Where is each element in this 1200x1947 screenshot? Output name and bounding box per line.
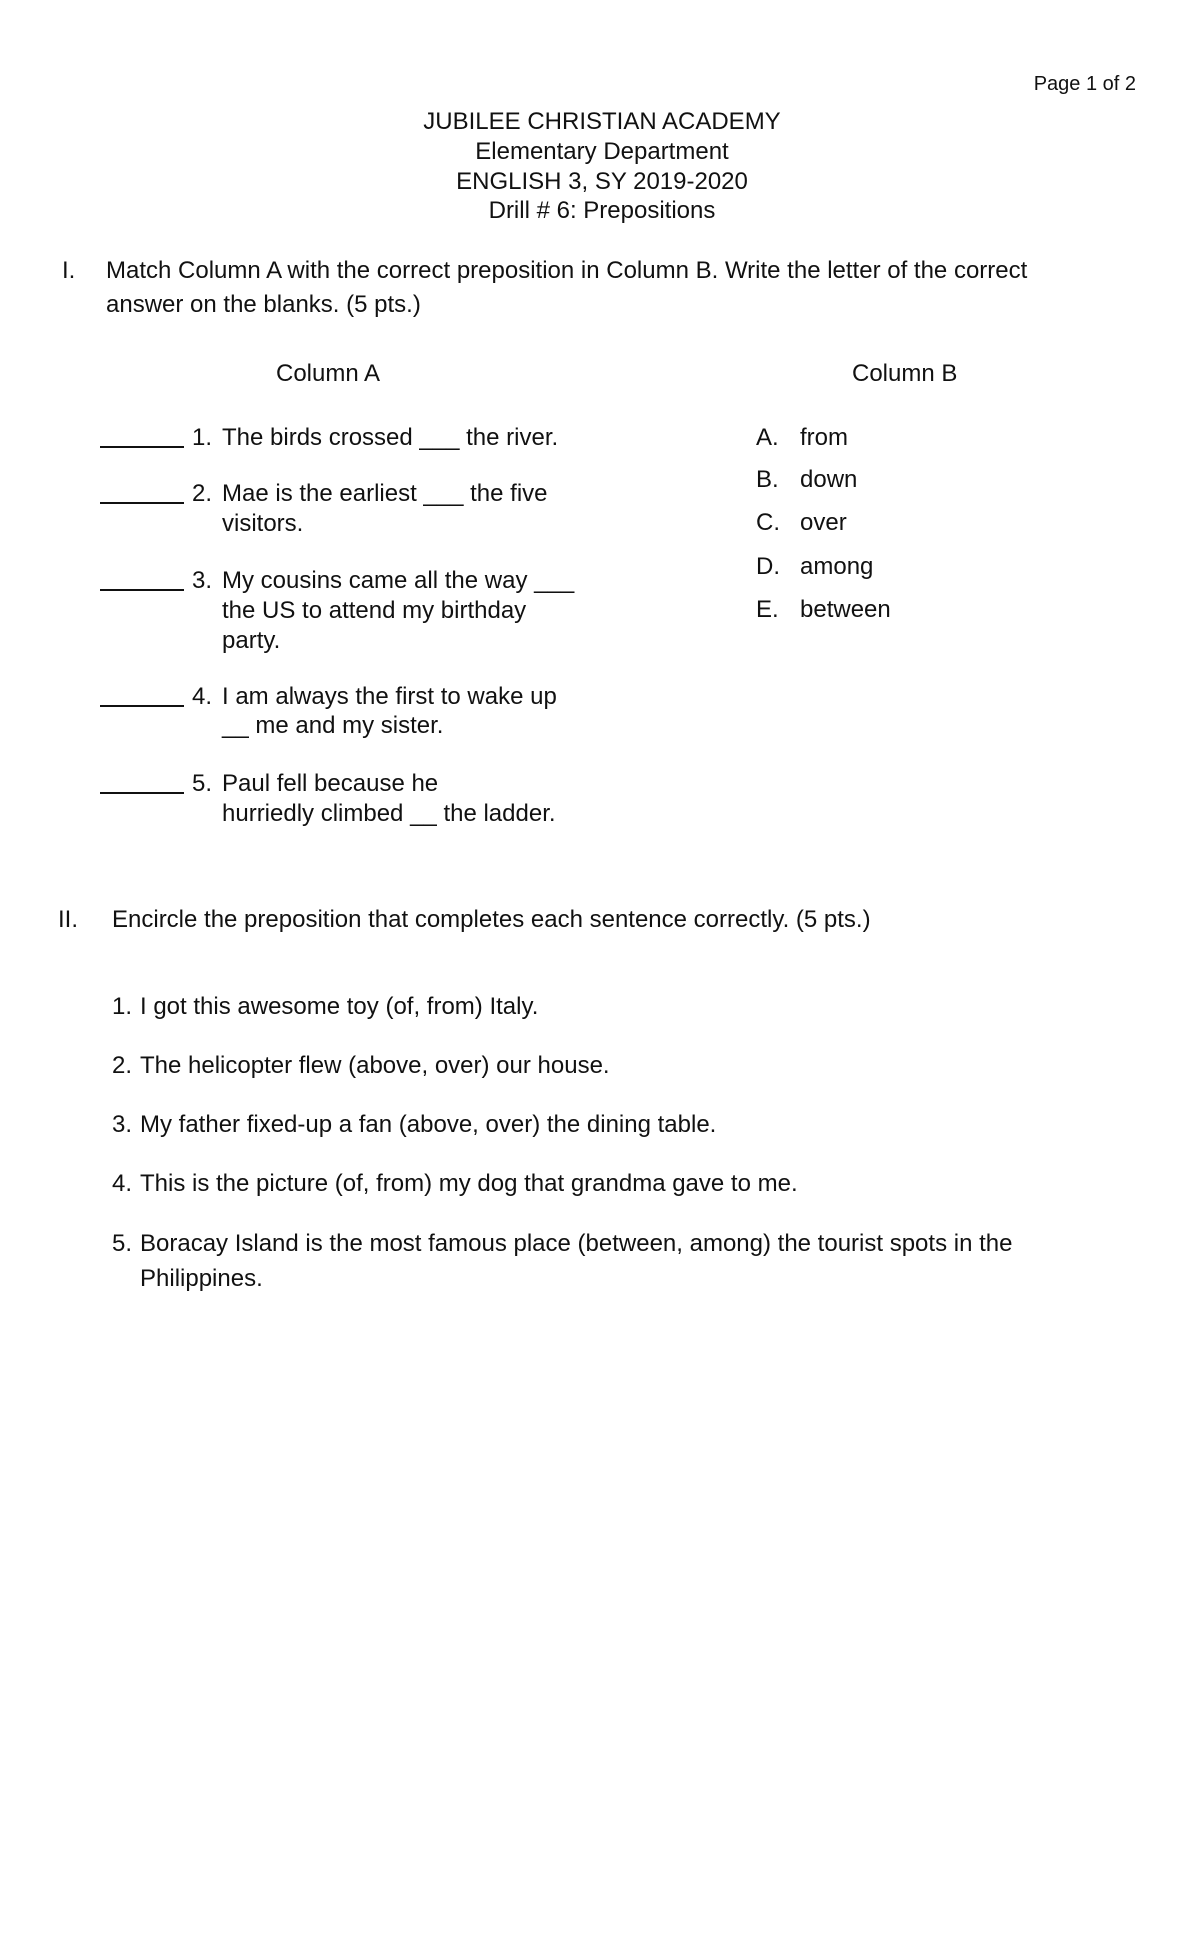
item-text: the US to attend my birthday <box>222 597 527 624</box>
column-b-item <box>756 553 873 582</box>
item-number: 3. <box>112 1111 133 1138</box>
item-number: 4. <box>192 683 213 710</box>
item-number: 1. <box>192 424 213 451</box>
sentence-text: I got this awesome toy (of, from) Italy. <box>140 993 539 1020</box>
section2-numeral: II. <box>58 906 79 933</box>
column-b-item <box>756 466 857 495</box>
choice-letter: C. <box>756 509 780 536</box>
item-number: 2. <box>192 480 213 507</box>
sentence-item <box>112 993 538 1022</box>
item-text: visitors. <box>222 510 304 537</box>
choice-text: among <box>800 553 874 580</box>
choice-letter: D. <box>756 553 780 580</box>
item-text: My cousins came all the way ___ <box>222 567 575 594</box>
column-b-item <box>756 424 848 453</box>
choice-letter: B. <box>756 466 779 493</box>
item-number: 1. <box>112 993 133 1020</box>
subject-line: ENGLISH 3, SY 2019-2020 <box>456 168 748 195</box>
column-b-title: Column B <box>852 360 958 387</box>
sentence-item <box>112 1052 610 1081</box>
item-number: 5. <box>192 770 213 797</box>
item-text: hurriedly climbed __ the ladder. <box>222 800 556 827</box>
answer-blank[interactable] <box>100 446 184 448</box>
column-b-item <box>756 596 891 625</box>
item-number: 5. <box>112 1230 133 1257</box>
column-b-item <box>756 509 847 538</box>
item-text: __ me and my sister. <box>222 712 444 739</box>
section2-instruction: Encircle the preposition that completes each sentence correctly. (5 pts.) <box>112 906 871 933</box>
drill-title: Drill # 6: Prepositions <box>488 197 716 224</box>
sentence-item <box>112 1170 798 1199</box>
choice-text: over <box>800 509 847 536</box>
answer-blank[interactable] <box>100 502 184 504</box>
choice-text: from <box>800 424 848 451</box>
sentence-text: My father fixed-up a fan (above, over) the dining table. <box>140 1111 717 1138</box>
item-text: The birds crossed ___ the river. <box>222 424 559 451</box>
section1-instruction-line2: answer on the blanks. (5 pts.) <box>106 291 421 318</box>
department-name: Elementary Department <box>475 138 729 165</box>
answer-blank[interactable] <box>100 792 184 794</box>
sentence-text-continued: Philippines. <box>140 1264 263 1292</box>
choice-letter: E. <box>756 596 779 623</box>
sentence-item <box>112 1111 716 1140</box>
answer-blank[interactable] <box>100 589 184 591</box>
item-number: 4. <box>112 1170 133 1197</box>
choice-text: between <box>800 596 891 623</box>
item-text: Mae is the earliest ___ the five <box>222 480 548 507</box>
section1-instruction-line1: Match Column A with the correct preposition in Column B. Write the letter of the correct <box>106 257 1028 284</box>
sentence-text: Boracay Island is the most famous place (between, among) the tourist spots in the <box>140 1230 1013 1257</box>
answer-blank[interactable] <box>100 705 184 707</box>
item-text: party. <box>222 627 281 654</box>
choice-text: down <box>800 466 858 493</box>
sentence-item <box>112 1230 1012 1294</box>
page-number: Page 1 of 2 <box>1033 73 1136 95</box>
item-number: 2. <box>112 1052 133 1079</box>
item-number: 3. <box>192 567 213 594</box>
section1-numeral: I. <box>62 257 76 284</box>
choice-letter: A. <box>756 424 779 451</box>
item-text: Paul fell because he <box>222 770 439 797</box>
sentence-text: The helicopter flew (above, over) our house. <box>140 1052 610 1079</box>
school-name: JUBILEE CHRISTIAN ACADEMY <box>423 108 781 135</box>
item-text: I am always the first to wake up <box>222 683 557 710</box>
sentence-text: This is the picture (of, from) my dog that grandma gave to me. <box>140 1170 798 1197</box>
column-a-title: Column A <box>276 360 381 387</box>
